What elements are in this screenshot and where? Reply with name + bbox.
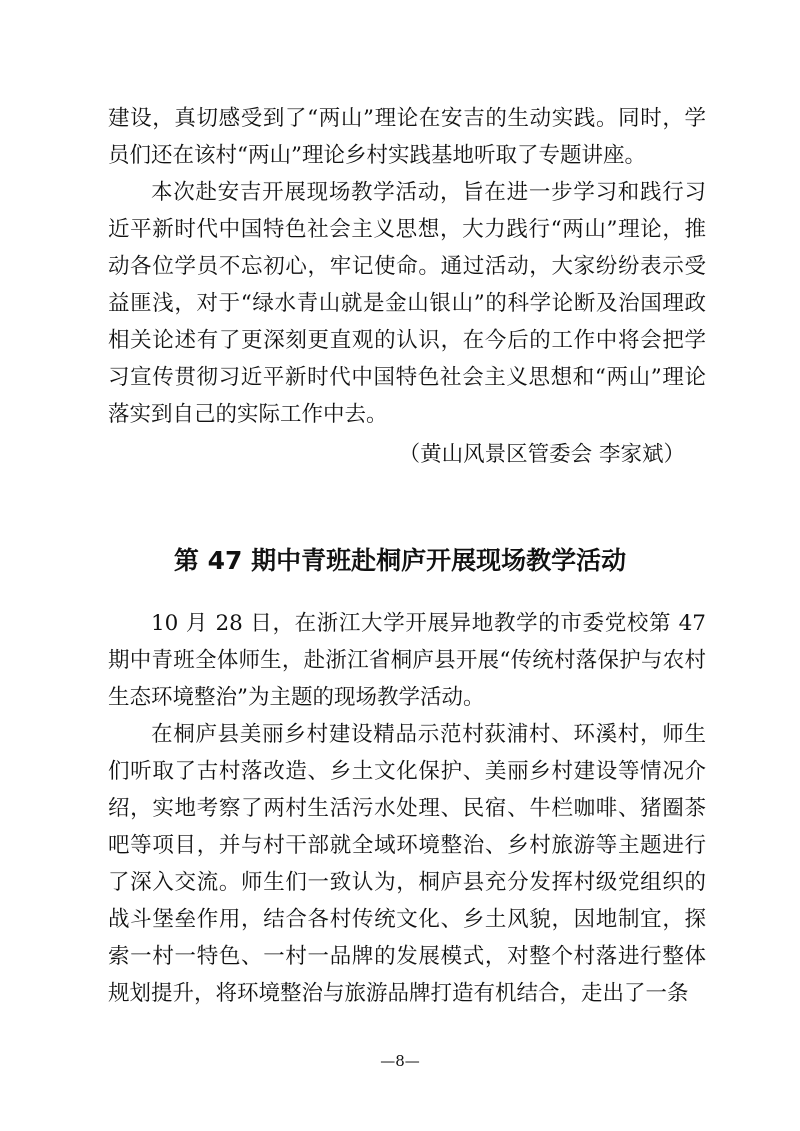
article1-paragraph-continuation: 建设，真切感受到了“两山”理论在安吉的生动实践。同时，学员们还在该村“两山”理论乡村实践基地听取了专题讲座。 (108, 106, 706, 168)
article1-signature: （黄山风景区管委会 李家斌） (398, 442, 685, 467)
article2-paragraph-1: 10 月 28 日，在浙江大学开展异地教学的市委党校第 47 期中青班全体师生，赴浙江省桐庐县开展“传统村落保护与农村生态环境整治”为主题的现场教学活动。 (108, 611, 706, 710)
article2-title: 第 47 期中青班赴桐庐开展现场教学活动 (173, 546, 627, 575)
article1-paragraph-2: 本次赴安吉开展现场教学活动，旨在进一步学习和践行习近平新时代中国特色社会主义思想，大力践行“两山”理论，推动各位学员不忘初心，牢记使命。通过活动，大家纷纷表示受益匪浅，对于“绿水青山就是金山银山”的科学论断及治国理政相关论述有了更深刻更直观的认识，在今后的工作中将会把学习宣传贯彻习近平新时代中国特色社会主义思想和“两山”理论落实到自己的实际工作中去。 (108, 180, 706, 427)
article2-paragraph-2: 在桐庐县美丽乡村建设精品示范村荻浦村、环溪村，师生们听取了古村落改造、乡土文化保护、美丽乡村建设等情况介绍，实地考察了两村生活污水处理、民宿、牛栏咖啡、猪圈茶吧等项目，并与村干部就全域环境整治、乡村旅游等主题进行了深入交流。师生们一致认为，桐庐县充分发挥村级党组织的战斗堡垒作用，结合各村传统文化、乡土风貌，因地制宜，探索一村一特色、一村一品牌的发展模式，对整个村落进行整体规划提升，将环境整治与旅游品牌打造有机结合，走出了一条 (108, 722, 706, 1006)
page-number: —8— (380, 1052, 420, 1070)
